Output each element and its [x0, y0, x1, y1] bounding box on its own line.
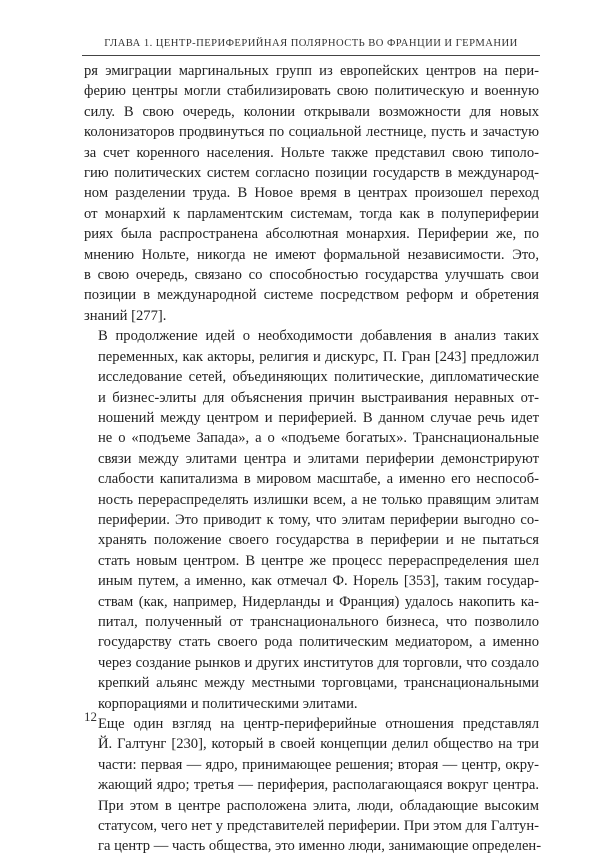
body-text	[84, 61, 542, 857]
text-line: гию политических систем согласно позиции государств в международ-	[84, 165, 539, 182]
paragraph	[84, 326, 539, 714]
text-line: и бизнес-элиты для объяснения причин выстраивания неравных от-	[98, 389, 539, 406]
text-line: от монархий к парламентским системам, тогда как в полупериферии	[84, 205, 539, 222]
text-line: га центр — часть общества, это именно люди, занимающие определен-	[98, 838, 542, 855]
text-line: через создание рынков и других институтов для торговли, что создало	[98, 654, 539, 671]
paragraph	[84, 714, 542, 857]
text-line: части: первая — ядро, принимающее решения; вторая — центр, окру-	[98, 756, 539, 773]
text-line: знаний [277].	[84, 307, 167, 324]
text-line: ношений между центром и периферией. В данном случае речь идет	[98, 409, 539, 426]
text-line: ном разделении труда. В Новое время в центрах произошел переход	[84, 185, 539, 202]
text-line: ность перераспределять излишки всем, а не только правящим элитам	[98, 491, 539, 508]
text-line: ствам (как, например, Нидерланды и Франция) удалось накопить ка-	[98, 593, 539, 610]
text-line: хранять положение своего государства в периферии и не пытаться	[98, 532, 539, 549]
page-number: 12	[84, 709, 97, 724]
text-line: ферию центры могли стабилизировать свою политическую и военную	[84, 83, 539, 100]
text-line: позиции в международной системе посредством реформ и обретения	[84, 287, 539, 304]
text-line: силу. В свою очередь, колонии открывали возможности для новых	[84, 103, 539, 120]
text-line: статусом, чего нет у представителей периферии. При этом для Галтун-	[98, 818, 539, 835]
text-line: ря эмиграции маргинальных групп из европейских центров на пери-	[84, 63, 539, 79]
text-line: риях была распространена абсолютная монархия. Периферии же, по	[84, 226, 539, 243]
text-line: исследование сетей, объединяющих политические, дипломатические	[98, 369, 539, 386]
text-line: переменных, как акторы, религия и дискурс, П. Гран [243] предложил	[98, 348, 539, 365]
text-line: корпорациями и политическими элитами.	[98, 695, 358, 712]
paragraph	[84, 61, 539, 326]
text-line: При этом в центре расположена элита, люди, обладающие высоким	[98, 797, 539, 814]
text-line: колонизаторов продвинуться по социальной лестнице, пусть и зачастую	[84, 124, 539, 141]
text-line: В продолжение идей о необходимости добавления в анализ таких	[98, 328, 539, 345]
text-line: государству стать своего рода политическим медиатором, а именно	[98, 634, 539, 651]
text-line: слабости капитализма в мировом масштабе, а именно его неспособ-	[98, 471, 539, 488]
text-line: Еще один взгляд на центр-периферийные отношения представлял	[98, 716, 539, 732]
text-line: Й. Галтунг [230], который в своей концепции делил общество на три	[98, 736, 539, 753]
text-line: за счет коренного населения. Нольте также представил свою типоло-	[84, 144, 539, 161]
text-line: не о «подъеме Запада», а о «подъеме богатых». Транснациональные	[98, 430, 539, 447]
header-divider	[82, 55, 540, 56]
text-line: связи между элитами центра и элитами периферии демонстрируют	[98, 450, 539, 467]
text-line: стать новым центром. В центре же процесс перераспределения шел	[98, 552, 539, 569]
text-line: мнению Нольте, никогда не имеют формальной независимости. Это,	[84, 246, 539, 263]
text-line: периферии. Это приводит к тому, что элитам периферии выгодно со-	[98, 511, 539, 528]
text-line: крепкий альянс между местными торговцами, транснациональными	[98, 675, 539, 692]
running-header: ГЛАВА 1. ЦЕНТР-ПЕРИФЕРИЙНАЯ ПОЛЯРНОСТЬ ВО ФРАНЦИИ И ГЕРМАНИИ	[104, 38, 518, 49]
text-line: в свою очередь, связано со способностью государства улучшать свои	[84, 267, 539, 284]
text-line: питал, полученный от транснационального бизнеса, что позволило	[98, 613, 539, 630]
text-line: иным путем, а именно, как отмечал Ф. Норель [353], таким государ-	[98, 573, 539, 590]
text-line: жающий ядро; третья — периферия, располагающаяся вокруг центра.	[98, 777, 539, 794]
